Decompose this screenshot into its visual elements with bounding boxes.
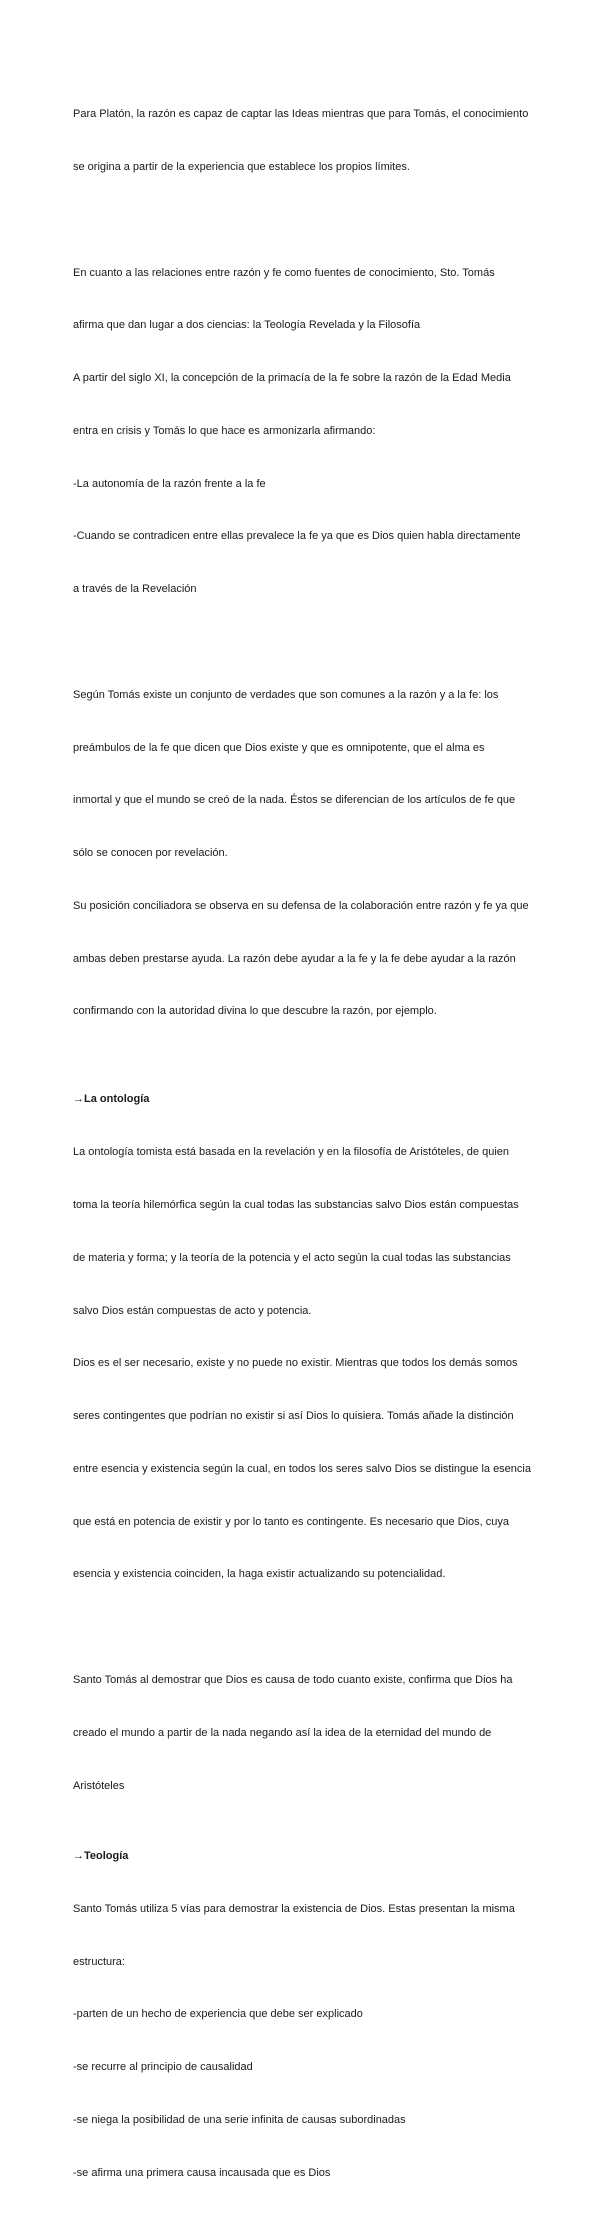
text-line: La ontología tomista está basada en la revelación y en la filosofía de Aristóteles, de quien bbox=[73, 1146, 510, 1159]
text-line: entre esencia y existencia según la cual, en todos los seres salvo Dios se distingue la esencia bbox=[73, 1462, 531, 1475]
text-line: preámbulos de la fe que dicen que Dios existe y que es omnipotente, que el alma es bbox=[73, 741, 485, 754]
text-line: Dios es el ser necesario, existe y no puede no existir. Mientras que todos los demás somos bbox=[73, 1357, 518, 1370]
text-line: Santo Tomás utiliza 5 vías para demostrar la existencia de Dios. Estas presentan la misma bbox=[73, 1902, 515, 1915]
list-item: -se niega la posibilidad de una serie infinita de causas subordinadas bbox=[73, 2113, 406, 2126]
paragraph-teologia bbox=[73, 1866, 533, 2217]
list-item: -se recurre al principio de causalidad bbox=[73, 2061, 253, 2074]
heading-text: La ontología bbox=[84, 1093, 150, 1106]
paragraph-spacer bbox=[73, 634, 533, 652]
arrow-right-icon: → bbox=[73, 1849, 84, 1862]
list-item: -parten de un hecho de experiencia que debe ser explicado bbox=[73, 2008, 363, 2021]
text-line: se origina a partir de la experiencia que establece los propios límites. bbox=[73, 160, 410, 173]
text-line: ambas deben prestarse ayuda. La razón debe ayudar a la fe y la fe debe ayudar a la razón bbox=[73, 952, 516, 965]
text-line: toma la teoría hilemórfica según la cual todas las substancias salvo Dios están compuestas bbox=[73, 1199, 519, 1211]
section-heading-ontologia bbox=[73, 1091, 533, 1109]
text-line: esencia y existencia coinciden, la haga existir actualizando su potencialidad. bbox=[73, 1568, 446, 1581]
text-line: Aristóteles bbox=[73, 1779, 125, 1792]
text-line: de materia y forma; y la teoría de la potencia y el acto según la cual todas las substancias bbox=[73, 1251, 511, 1264]
text-line: Según Tomás existe un conjunto de verdades que son comunes a la razón y a la fe: los bbox=[73, 688, 499, 701]
paragraph-spacer bbox=[73, 1619, 533, 1637]
text-line: Para Platón, la razón es capaz de captar las Ideas mientras que para Tomás, el conocimiento bbox=[73, 108, 529, 121]
text-line: inmortal y que el mundo se creó de la nada. Éstos se diferencian de los artículos de fe que bbox=[73, 794, 516, 807]
paragraph-spacer bbox=[73, 212, 533, 230]
text-line: Santo Tomás al demostrar que Dios es causa de todo cuanto existe, confirma que Dios ha bbox=[73, 1674, 513, 1687]
text-line: estructura: bbox=[73, 1955, 125, 1968]
text-line: sólo se conocen por revelación. bbox=[73, 847, 228, 860]
text-line: entra en crisis y Tomás lo que hace es armonizarla afirmando: bbox=[73, 424, 376, 437]
paragraph-spacer bbox=[73, 1830, 533, 1848]
paragraph-razon-fe bbox=[73, 229, 533, 634]
arrow-right-icon: → bbox=[73, 1093, 84, 1106]
text-line: salvo Dios están compuestas de acto y potencia. bbox=[73, 1304, 312, 1317]
text-line: que está en potencia de existir y por lo tanto es contingente. Es necesario que Dios, cuya bbox=[73, 1515, 509, 1528]
text-line: Su posición conciliadora se observa en su defensa de la colaboración entre razón y fe ya que bbox=[73, 899, 529, 912]
text-line: afirma que dan lugar a dos ciencias: la Teología Revelada y la Filosofía bbox=[73, 319, 421, 332]
text-line: confirmando con la autoridad divina lo que descubre la razón, por ejemplo. bbox=[73, 1005, 437, 1018]
section-heading-teologia bbox=[73, 1848, 533, 1866]
text-line: seres contingentes que podrían no existir si así Dios lo quisiera. Tomás añade la distinción bbox=[73, 1410, 514, 1423]
list-item: -La autonomía de la razón frente a la fe bbox=[73, 477, 266, 490]
paragraph-platon-tomas bbox=[73, 71, 533, 212]
text-line: A partir del siglo XI, la concepción de la primacía de la fe sobre la razón de la Edad Media bbox=[73, 372, 511, 385]
text-line: creado el mundo a partir de la nada negando así la idea de la eternidad del mundo de bbox=[73, 1726, 492, 1739]
paragraph-verdades-comunes bbox=[73, 652, 533, 1057]
paragraph-creacion bbox=[73, 1637, 533, 1831]
list-item: -Cuando se contradicen entre ellas prevalece la fe ya que es Dios quien habla directamente bbox=[73, 530, 521, 543]
document-page bbox=[73, 71, 533, 2217]
paragraph-ontologia bbox=[73, 1109, 533, 1619]
list-item-continuation: a través de la Revelación bbox=[73, 583, 197, 596]
paragraph-spacer bbox=[73, 1056, 533, 1091]
text-line: En cuanto a las relaciones entre razón y fe como fuentes de conocimiento, Sto. Tomás bbox=[73, 266, 495, 279]
heading-text: Teología bbox=[84, 1849, 129, 1862]
list-item: -se afirma una primera causa incausada que es Dios bbox=[73, 2166, 331, 2179]
